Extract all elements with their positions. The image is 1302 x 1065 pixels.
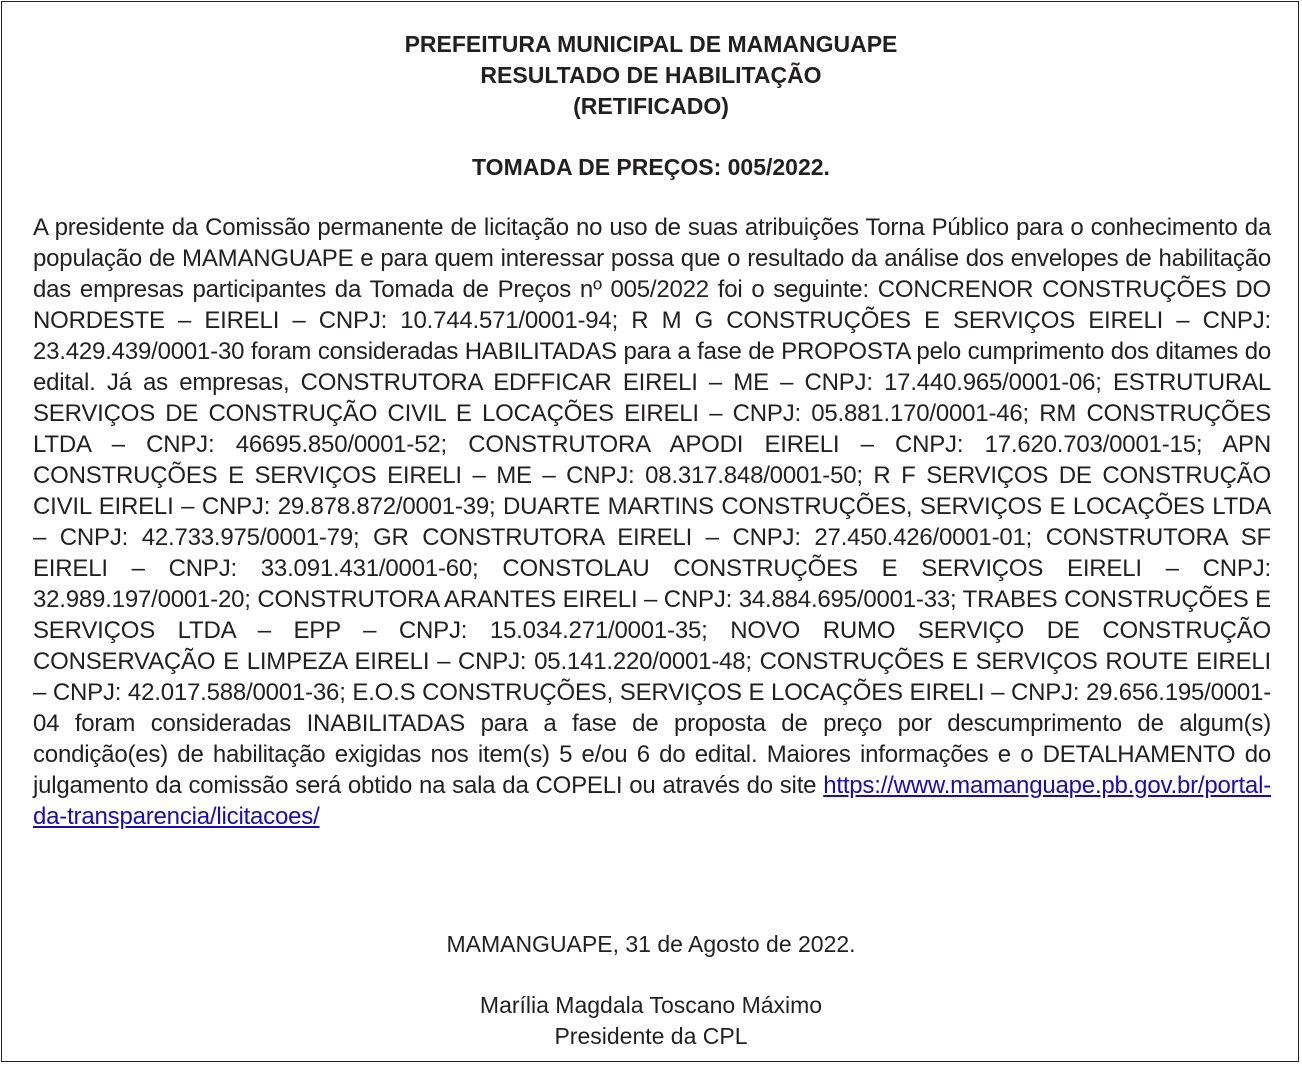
header-municipality: PREFEITURA MUNICIPAL DE MAMANGUAPE [404, 31, 898, 57]
header-title: RESULTADO DE HABILITAÇÃO [480, 62, 822, 88]
date-line: MAMANGUAPE, 31 de Agosto de 2022. [446, 931, 856, 957]
transparency-portal-link[interactable]: https://www.mamanguape.pb.gov.br/portal-da-transparencia/licitacoes/ [33, 772, 1271, 830]
header-rectified: (RETIFICADO) [573, 93, 729, 119]
signature-block [0, 990, 1302, 1052]
signer-role: Presidente da CPL [554, 1023, 748, 1049]
process-title: TOMADA DE PREÇOS: 005/2022. [472, 154, 830, 180]
body-paragraph: A presidente da Comissão permanente de licitação no uso de suas atribuições Torna Público para o conhecimento da população de MAMANGUAPE e para quem interessar possa que o resultado da análise dos envelopes de habilitação das empresas participantes da Tomada de Preços nº 005/2022 foi o seguinte: CONCRENOR CONSTRUÇÕES DO NORDESTE – EIRELI – CNPJ: 10.744.571/0001-94; R M G CONSTRUÇÕES E SERVIÇOS EIRELI – CNPJ: 23.429.439/0001-30 foram consideradas HABILITADAS para a fase de PROPOSTA pelo cumprimento dos ditames do edital. Já as empresas, CONSTRUTORA EDFFICAR EIRELI – ME – CNPJ: 17.440.965/0001-06; ESTRUTURAL SERVIÇOS DE CONSTRUÇÃO CIVIL E LOCAÇÕES EIRELI – CNPJ: 05.881.170/0001-46; RM CONSTRUÇÕES LTDA – CNPJ: 46695.850/0001-52; CONSTRUTORA APODI EIRELI – CNPJ: 17.620.703/0001-15; APN CONSTRUÇÕES E SERVIÇOS EIRELI – ME – CNPJ: 08.317.848/0001-50; R F SERVIÇOS DE CONSTRUÇÃO CIVIL EIRELI – CNPJ: 29.878.872/0001-39; DUARTE MARTINS CONSTRUÇÕES, SERVIÇOS E LOCAÇÕES LTDA – CNPJ: 42.733.975/0001-79; GR CONSTRUTORA EIRELI – CNPJ: 27.450.426/0001-01; CONSTRUTORA SF EIRELI – CNPJ: 33.091.431/0001-60; CONSTOLAU CONSTRUÇÕES E SERVIÇOS EIRELI – CNPJ: 32.989.197/0001-20; CONSTRUTORA ARANTES EIRELI – CNPJ: 34.884.695/0001-33; TRABES CONSTRUÇÕES E SERVIÇOS LTDA – EPP – CNPJ: 15.034.271/0001-35; NOVO RUMO SERVIÇO DE CONSTRUÇÃO CONSERVAÇÃO E LIMPEZA EIRELI – CNPJ: 05.141.220/0001-48; CONSTRUÇÕES E SERVIÇOS ROUTE EIRELI – CNPJ: 42.017.588/0001-36; E.O.S CONSTRUÇÕES, SERVIÇOS E LOCAÇÕES EIRELI – CNPJ: 29.656.195/0001-04 foram consideradas INABILITADAS para a fase de proposta de preço por descumprimento de algum(s) condição(es) de habilitação exigidas nos item(s) 5 e/ou 6 do edital. Maiores informações e o DETALHAMENTO do julgamento da comissão será obtido na sala da COPELI ou através do site [33, 214, 1271, 799]
notice-header [0, 29, 1302, 122]
signer-name: Marília Magdala Toscano Máximo [479, 992, 823, 1018]
notice-body [33, 212, 1271, 832]
